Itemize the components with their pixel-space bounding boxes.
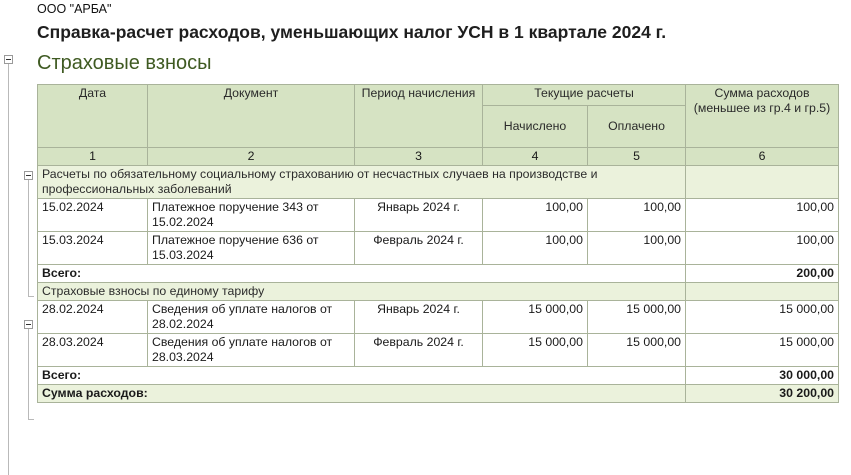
outline-line-group-1-end [28,296,34,297]
expenses-table [37,84,839,403]
cell-date: 15.03.2024 [38,232,148,265]
total-label: Всего: [38,367,686,385]
cell-document[interactable]: Платежное поручение 636 от 15.03.2024 [148,232,355,265]
cell-paid: 15 000,00 [588,334,686,367]
cell-date: 15.02.2024 [38,199,148,232]
table-row[interactable] [38,232,839,265]
group-sum-cell [686,283,839,301]
table-row[interactable] [38,301,839,334]
cell-date: 28.03.2024 [38,334,148,367]
group-total-row [38,265,839,283]
header-accrued: Начислено [483,106,588,148]
outline-line-main [8,63,9,475]
outline-gutter [0,0,30,475]
header-document: Документ [148,85,355,148]
cell-accrued: 100,00 [483,199,588,232]
column-number: 5 [588,148,686,166]
table-row[interactable] [38,199,839,232]
cell-period: Февраль 2024 г. [355,232,483,265]
total-label: Всего: [38,265,686,283]
column-number: 1 [38,148,148,166]
cell-document[interactable]: Сведения об уплате налогов от 28.02.2024 [148,301,355,334]
collapse-group-1-icon[interactable] [24,171,33,180]
group-sum-cell [686,166,839,199]
group-title: Расчеты по обязательному социальному страхованию от несчастных случаев на производстве и профессиональных заболеваний [38,166,686,199]
outline-line-group-2-end [28,419,34,420]
cell-paid: 15 000,00 [588,301,686,334]
organization-name: ООО "АРБА" [37,2,112,16]
total-value: 200,00 [686,265,839,283]
column-number: 6 [686,148,839,166]
cell-document[interactable]: Платежное поручение 343 от 15.02.2024 [148,199,355,232]
cell-period: Январь 2024 г. [355,199,483,232]
collapse-section-icon[interactable] [4,55,13,64]
cell-sum: 100,00 [686,232,839,265]
header-date: Дата [38,85,148,148]
cell-accrued: 100,00 [483,232,588,265]
column-number: 2 [148,148,355,166]
table-row[interactable] [38,334,839,367]
group-row[interactable] [38,283,839,301]
grand-total-value: 30 200,00 [686,385,839,403]
cell-period: Февраль 2024 г. [355,334,483,367]
header-expense-sum: Сумма расходов (меньшее из гр.4 и гр.5) [686,85,839,148]
group-total-row [38,367,839,385]
cell-sum: 100,00 [686,199,839,232]
header-paid: Оплачено [588,106,686,148]
cell-accrued: 15 000,00 [483,334,588,367]
column-number: 3 [355,148,483,166]
cell-date: 28.02.2024 [38,301,148,334]
cell-accrued: 15 000,00 [483,301,588,334]
cell-document[interactable]: Сведения об уплате налогов от 28.03.2024 [148,334,355,367]
grand-total-label: Сумма расходов: [38,385,686,403]
total-value: 30 000,00 [686,367,839,385]
group-row[interactable] [38,166,839,199]
header-period: Период начисления [355,85,483,148]
grand-total-row [38,385,839,403]
cell-period: Январь 2024 г. [355,301,483,334]
column-number-row [38,148,839,166]
collapse-group-2-icon[interactable] [24,320,33,329]
cell-sum: 15 000,00 [686,301,839,334]
cell-sum: 15 000,00 [686,334,839,367]
group-title: Страховые взносы по единому тарифу [38,283,686,301]
report-title: Справка-расчет расходов, уменьшающих налог УСН в 1 квартале 2024 г. [37,22,667,42]
column-number: 4 [483,148,588,166]
outline-line-group-1 [28,178,29,296]
section-title: Страховые взносы [37,52,212,74]
outline-line-group-2 [28,327,29,419]
header-current-settlements: Текущие расчеты [483,85,686,106]
cell-paid: 100,00 [588,199,686,232]
cell-paid: 100,00 [588,232,686,265]
